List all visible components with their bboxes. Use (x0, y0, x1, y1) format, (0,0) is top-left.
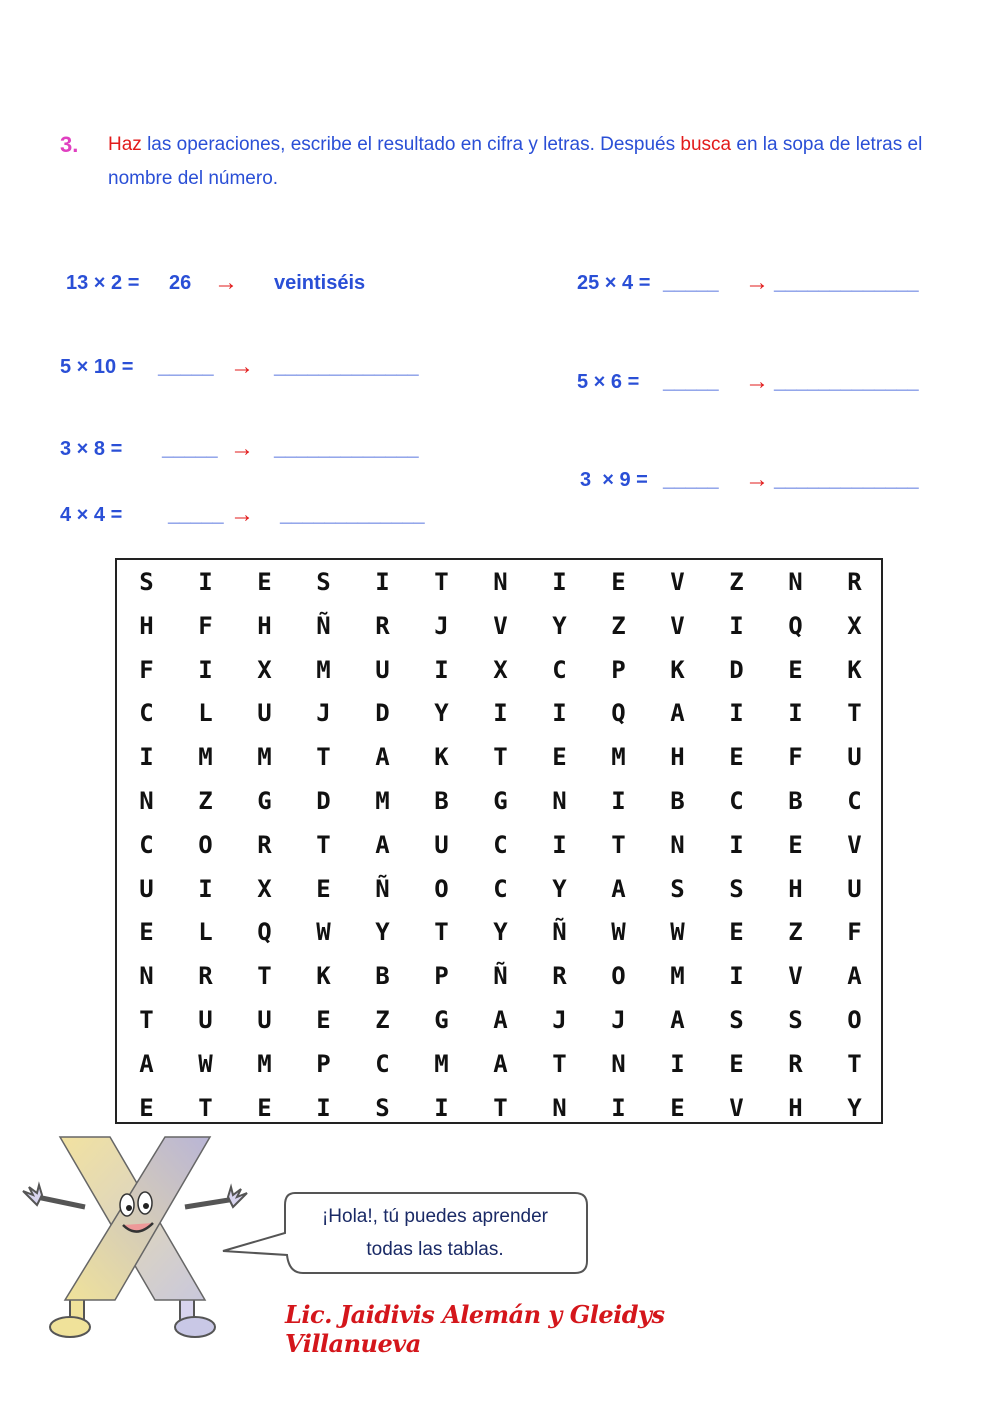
letter-cell[interactable]: E (788, 830, 803, 859)
letter-cell[interactable]: U (257, 699, 272, 728)
letter-cell[interactable]: E (611, 568, 626, 596)
instruction (60, 128, 960, 196)
operation-row (66, 268, 466, 298)
letter-cell[interactable]: K (434, 743, 449, 772)
letter-cell[interactable]: E (552, 743, 567, 772)
letter-cell[interactable]: T (847, 1049, 862, 1078)
letter-cell[interactable]: L (198, 699, 213, 728)
letter-cell[interactable]: I (611, 787, 626, 815)
letter-cell[interactable]: T (434, 568, 449, 596)
operation-expression: 5 × 6 = (577, 371, 640, 393)
letter-cell[interactable]: A (670, 699, 685, 728)
letter-cell[interactable]: V (847, 830, 862, 859)
letter-cell[interactable]: X (847, 611, 862, 640)
letter-cell[interactable]: A (375, 830, 390, 859)
operation-row (60, 500, 460, 530)
operation-expression: 3 × 9 = (580, 469, 648, 491)
letter-cell[interactable]: S (729, 1006, 744, 1034)
letter-cell[interactable]: T (198, 1093, 213, 1122)
bubble-text (280, 1200, 590, 1266)
instruction-text (108, 128, 960, 196)
letter-cell[interactable]: Ñ (552, 918, 567, 947)
letter-cell[interactable]: O (434, 874, 449, 903)
letter-cell[interactable]: H (788, 874, 803, 903)
letter-cell[interactable]: U (375, 655, 390, 684)
arrow-icon: → (214, 269, 238, 296)
letter-cell[interactable]: J (611, 1006, 626, 1034)
letter-cell[interactable]: T (847, 699, 862, 728)
letter-cell[interactable]: N (611, 1049, 626, 1078)
letter-cell[interactable]: E (316, 1006, 331, 1034)
letter-cell[interactable]: I (552, 830, 567, 859)
instruction-part2: en la sopa de letras el nombre del número. (108, 134, 923, 189)
letter-cell[interactable]: V (788, 962, 803, 991)
operation-expression: 4 × 4 = (60, 504, 123, 526)
letter-cell[interactable]: M (257, 1049, 272, 1078)
letter-cell[interactable]: R (257, 830, 272, 859)
word-blank[interactable]: _____________ (280, 504, 425, 526)
letter-cell[interactable]: J (434, 611, 449, 640)
letter-cell[interactable]: H (670, 743, 685, 772)
letter-cell[interactable]: S (139, 568, 154, 596)
arrow-icon: → (230, 501, 254, 528)
letter-cell[interactable]: I (198, 874, 213, 903)
result-blank[interactable]: _____ (158, 356, 214, 378)
word-blank[interactable]: _____________ (774, 272, 919, 294)
letter-cell[interactable]: W (670, 918, 685, 947)
letter-cell[interactable]: O (611, 962, 626, 991)
letter-cell[interactable]: A (493, 1006, 508, 1034)
letter-cell[interactable]: R (847, 568, 862, 596)
letter-cell[interactable]: E (139, 918, 154, 947)
letter-cell[interactable]: U (847, 874, 862, 903)
operation-row (580, 465, 980, 495)
letter-cell[interactable]: G (434, 1006, 449, 1034)
letter-cell[interactable]: W (316, 918, 331, 947)
letter-cell[interactable]: I (434, 1093, 449, 1122)
letter-cell[interactable]: T (434, 918, 449, 947)
letter-cell[interactable]: T (139, 1006, 154, 1034)
operation-row (60, 434, 460, 464)
author-signature: Lic. Jaidivis Alemán y Gleidys Villanueva (285, 1300, 665, 1358)
letter-cell[interactable]: B (434, 787, 449, 815)
letter-cell[interactable]: S (316, 568, 331, 596)
letter-cell[interactable]: I (493, 699, 508, 728)
letter-cell[interactable]: M (434, 1049, 449, 1078)
letter-cell[interactable]: R (375, 611, 390, 640)
letter-cell[interactable]: Q (611, 699, 626, 728)
letter-cell[interactable]: N (552, 787, 567, 815)
word-blank[interactable]: _____________ (274, 438, 419, 460)
result-blank[interactable]: _____ (162, 438, 218, 460)
letter-cell[interactable]: S (729, 874, 744, 903)
instruction-part1: las operaciones, escribe el resultado en cifra y letras. Después (141, 134, 681, 155)
letter-cell[interactable]: E (729, 1049, 744, 1078)
letter-cell[interactable]: Q (788, 611, 803, 640)
letter-cell[interactable]: P (434, 962, 449, 991)
letter-cell[interactable]: Ñ (493, 962, 508, 991)
word-blank[interactable]: _____________ (774, 371, 919, 393)
letter-cell[interactable]: E (729, 918, 744, 947)
letter-cell[interactable]: Y (375, 918, 390, 947)
letter-cell[interactable]: X (257, 655, 272, 684)
letter-cell[interactable]: Y (847, 1093, 862, 1122)
letter-cell[interactable]: Y (552, 874, 567, 903)
letter-cell[interactable]: X (493, 655, 508, 684)
letter-cell[interactable]: W (611, 918, 626, 947)
letter-cell[interactable]: H (788, 1093, 803, 1122)
letter-cell[interactable]: I (316, 1093, 331, 1122)
letter-cell[interactable]: Z (198, 787, 213, 815)
letter-cell[interactable]: S (375, 1093, 390, 1122)
arrow-icon: → (230, 435, 254, 462)
word-blank[interactable]: _____________ (274, 356, 419, 378)
letter-cell[interactable]: V (729, 1093, 744, 1122)
letter-cell[interactable]: E (257, 1093, 272, 1122)
letter-cell[interactable]: R (788, 1049, 803, 1078)
operation-row (577, 268, 977, 298)
letter-cell[interactable]: A (493, 1049, 508, 1078)
letter-cell[interactable]: I (729, 611, 744, 640)
letter-cell[interactable]: I (670, 1049, 685, 1078)
letter-cell[interactable]: N (788, 568, 803, 596)
letter-cell[interactable]: F (139, 655, 154, 684)
letter-cell[interactable]: Ñ (316, 611, 331, 640)
letter-cell[interactable]: L (198, 918, 213, 947)
result-blank[interactable]: _____ (663, 371, 719, 393)
letter-cell[interactable]: M (611, 743, 626, 772)
letter-cell[interactable]: B (670, 787, 685, 815)
letter-cell[interactable]: I (729, 830, 744, 859)
letter-cell[interactable]: Y (493, 918, 508, 947)
letter-cell[interactable]: I (434, 655, 449, 684)
letter-cell[interactable]: M (670, 962, 685, 991)
operation-expression: 3 × 8 = (60, 438, 123, 460)
letter-cell[interactable]: E (788, 655, 803, 684)
bubble-line-1: ¡Hola!, tú puedes aprender (321, 1206, 549, 1227)
letter-cell[interactable]: O (847, 1006, 862, 1034)
letter-cell[interactable]: G (257, 787, 272, 815)
letter-cell[interactable]: B (788, 787, 803, 815)
letter-cell[interactable]: A (139, 1049, 154, 1078)
letter-cell[interactable]: C (552, 655, 567, 684)
result-blank[interactable]: _____ (168, 504, 224, 526)
letter-cell[interactable]: I (552, 568, 567, 596)
letter-cell[interactable]: V (670, 611, 685, 640)
operation-word: veintiséis (274, 272, 366, 294)
letter-cell[interactable]: I (139, 743, 154, 772)
letter-cell[interactable]: T (316, 830, 331, 859)
letter-cell[interactable]: J (316, 699, 331, 728)
letter-cell[interactable]: Z (611, 611, 626, 640)
letter-cell[interactable]: U (257, 1006, 272, 1034)
letter-cell[interactable]: E (139, 1093, 154, 1122)
operation-row (577, 367, 977, 397)
instruction-busca: busca (680, 134, 732, 155)
letter-cell[interactable]: F (198, 611, 213, 640)
letter-cell[interactable]: Q (257, 918, 272, 947)
letter-cell[interactable]: C (493, 830, 508, 859)
letter-cell[interactable]: I (552, 699, 567, 728)
letter-cell[interactable]: M (198, 743, 213, 772)
operation-expression: 25 × 4 = (577, 272, 651, 294)
result-blank[interactable]: _____ (663, 272, 719, 294)
letter-cell[interactable]: N (493, 568, 508, 596)
operation-expression: 5 × 10 = (60, 356, 134, 378)
letter-cell[interactable]: I (788, 699, 803, 728)
letter-cell[interactable]: I (198, 655, 213, 684)
letter-cell[interactable]: M (375, 787, 390, 815)
letter-cell[interactable]: C (847, 787, 862, 815)
letter-cell[interactable]: W (198, 1049, 213, 1078)
letter-cell[interactable]: Ñ (375, 874, 390, 903)
letter-cell[interactable]: K (316, 962, 331, 991)
letter-cell[interactable]: T (611, 830, 626, 859)
letter-cell[interactable]: F (847, 918, 862, 947)
letter-cell[interactable]: H (139, 611, 154, 640)
letter-cell[interactable]: D (729, 655, 744, 684)
letter-cell[interactable]: T (316, 743, 331, 772)
letter-cell[interactable]: S (788, 1006, 803, 1034)
letter-cell[interactable]: J (552, 1006, 567, 1034)
letter-cell[interactable]: F (788, 743, 803, 772)
letter-cell[interactable]: P (611, 655, 626, 684)
arrow-icon: → (230, 353, 254, 380)
arrow-icon: → (745, 368, 769, 395)
letter-cell[interactable]: I (198, 568, 213, 596)
arrow-icon: → (745, 269, 769, 296)
letter-cell[interactable]: Y (434, 699, 449, 728)
letter-cell[interactable]: E (670, 1093, 685, 1122)
letter-cell[interactable]: U (847, 743, 862, 772)
letter-cell[interactable]: A (611, 874, 626, 903)
letter-cell[interactable]: A (375, 743, 390, 772)
letter-cell[interactable]: T (257, 962, 272, 991)
letter-cell[interactable]: U (198, 1006, 213, 1034)
letter-cell[interactable]: I (611, 1093, 626, 1122)
letter-cell[interactable]: V (493, 611, 508, 640)
letter-cell[interactable]: U (434, 830, 449, 859)
letter-cell[interactable]: M (257, 743, 272, 772)
letter-cell[interactable]: C (493, 874, 508, 903)
letter-cell[interactable]: C (729, 787, 744, 815)
letter-cell[interactable]: H (257, 611, 272, 640)
letter-cell[interactable]: R (552, 962, 567, 991)
letter-cell[interactable]: Z (729, 568, 744, 596)
letter-cell[interactable]: X (257, 874, 272, 903)
letter-cell[interactable]: B (375, 962, 390, 991)
instruction-haz: Haz (108, 134, 142, 155)
letter-cell[interactable]: T (493, 743, 508, 772)
letter-cell[interactable]: T (552, 1049, 567, 1078)
letter-cell[interactable]: U (139, 874, 154, 903)
word-blank[interactable]: _____________ (774, 469, 919, 491)
letter-cell[interactable]: C (139, 699, 154, 728)
result-blank[interactable]: _____ (663, 469, 719, 491)
letter-cell[interactable]: K (670, 655, 685, 684)
letter-cell[interactable]: C (375, 1049, 390, 1078)
letter-cell[interactable]: P (316, 1049, 331, 1078)
letter-cell[interactable]: N (670, 830, 685, 859)
letter-cell[interactable]: D (316, 787, 331, 815)
letter-cell[interactable]: R (198, 962, 213, 991)
letter-cell[interactable]: M (316, 655, 331, 684)
letter-cell[interactable]: S (670, 874, 685, 903)
operation-row (60, 352, 460, 382)
bubble-line-2: todas las tablas. (366, 1239, 504, 1260)
letter-cell[interactable]: I (375, 568, 390, 596)
letter-cell[interactable]: I (729, 962, 744, 991)
operation-result: 26 (169, 272, 192, 294)
operation-expression: 13 × 2 = (66, 272, 140, 294)
arrow-icon: → (745, 466, 769, 493)
letter-cell[interactable]: I (729, 699, 744, 728)
letter-cell[interactable]: D (375, 699, 390, 728)
letter-cell[interactable]: G (493, 787, 508, 815)
letter-cell[interactable]: E (729, 743, 744, 772)
letter-cell[interactable]: T (493, 1093, 508, 1122)
letter-cell[interactable]: E (257, 568, 272, 596)
letter-cell[interactable]: O (198, 830, 213, 859)
letter-cell[interactable]: A (670, 1006, 685, 1034)
letter-cell[interactable]: Z (788, 918, 803, 947)
letter-cell[interactable]: C (139, 830, 154, 859)
letter-cell[interactable]: N (139, 787, 154, 815)
letter-cell[interactable]: V (670, 568, 685, 596)
letter-cell[interactable]: Z (375, 1006, 390, 1034)
letter-cell[interactable]: N (552, 1093, 567, 1122)
letter-cell[interactable]: E (316, 874, 331, 903)
exercise-number: 3. (60, 132, 79, 157)
letter-cell[interactable]: N (139, 962, 154, 991)
word-search-grid (115, 558, 883, 1124)
letter-cell[interactable]: A (847, 962, 862, 991)
letter-cell[interactable]: Y (552, 611, 567, 640)
letter-cell[interactable]: K (847, 655, 862, 684)
